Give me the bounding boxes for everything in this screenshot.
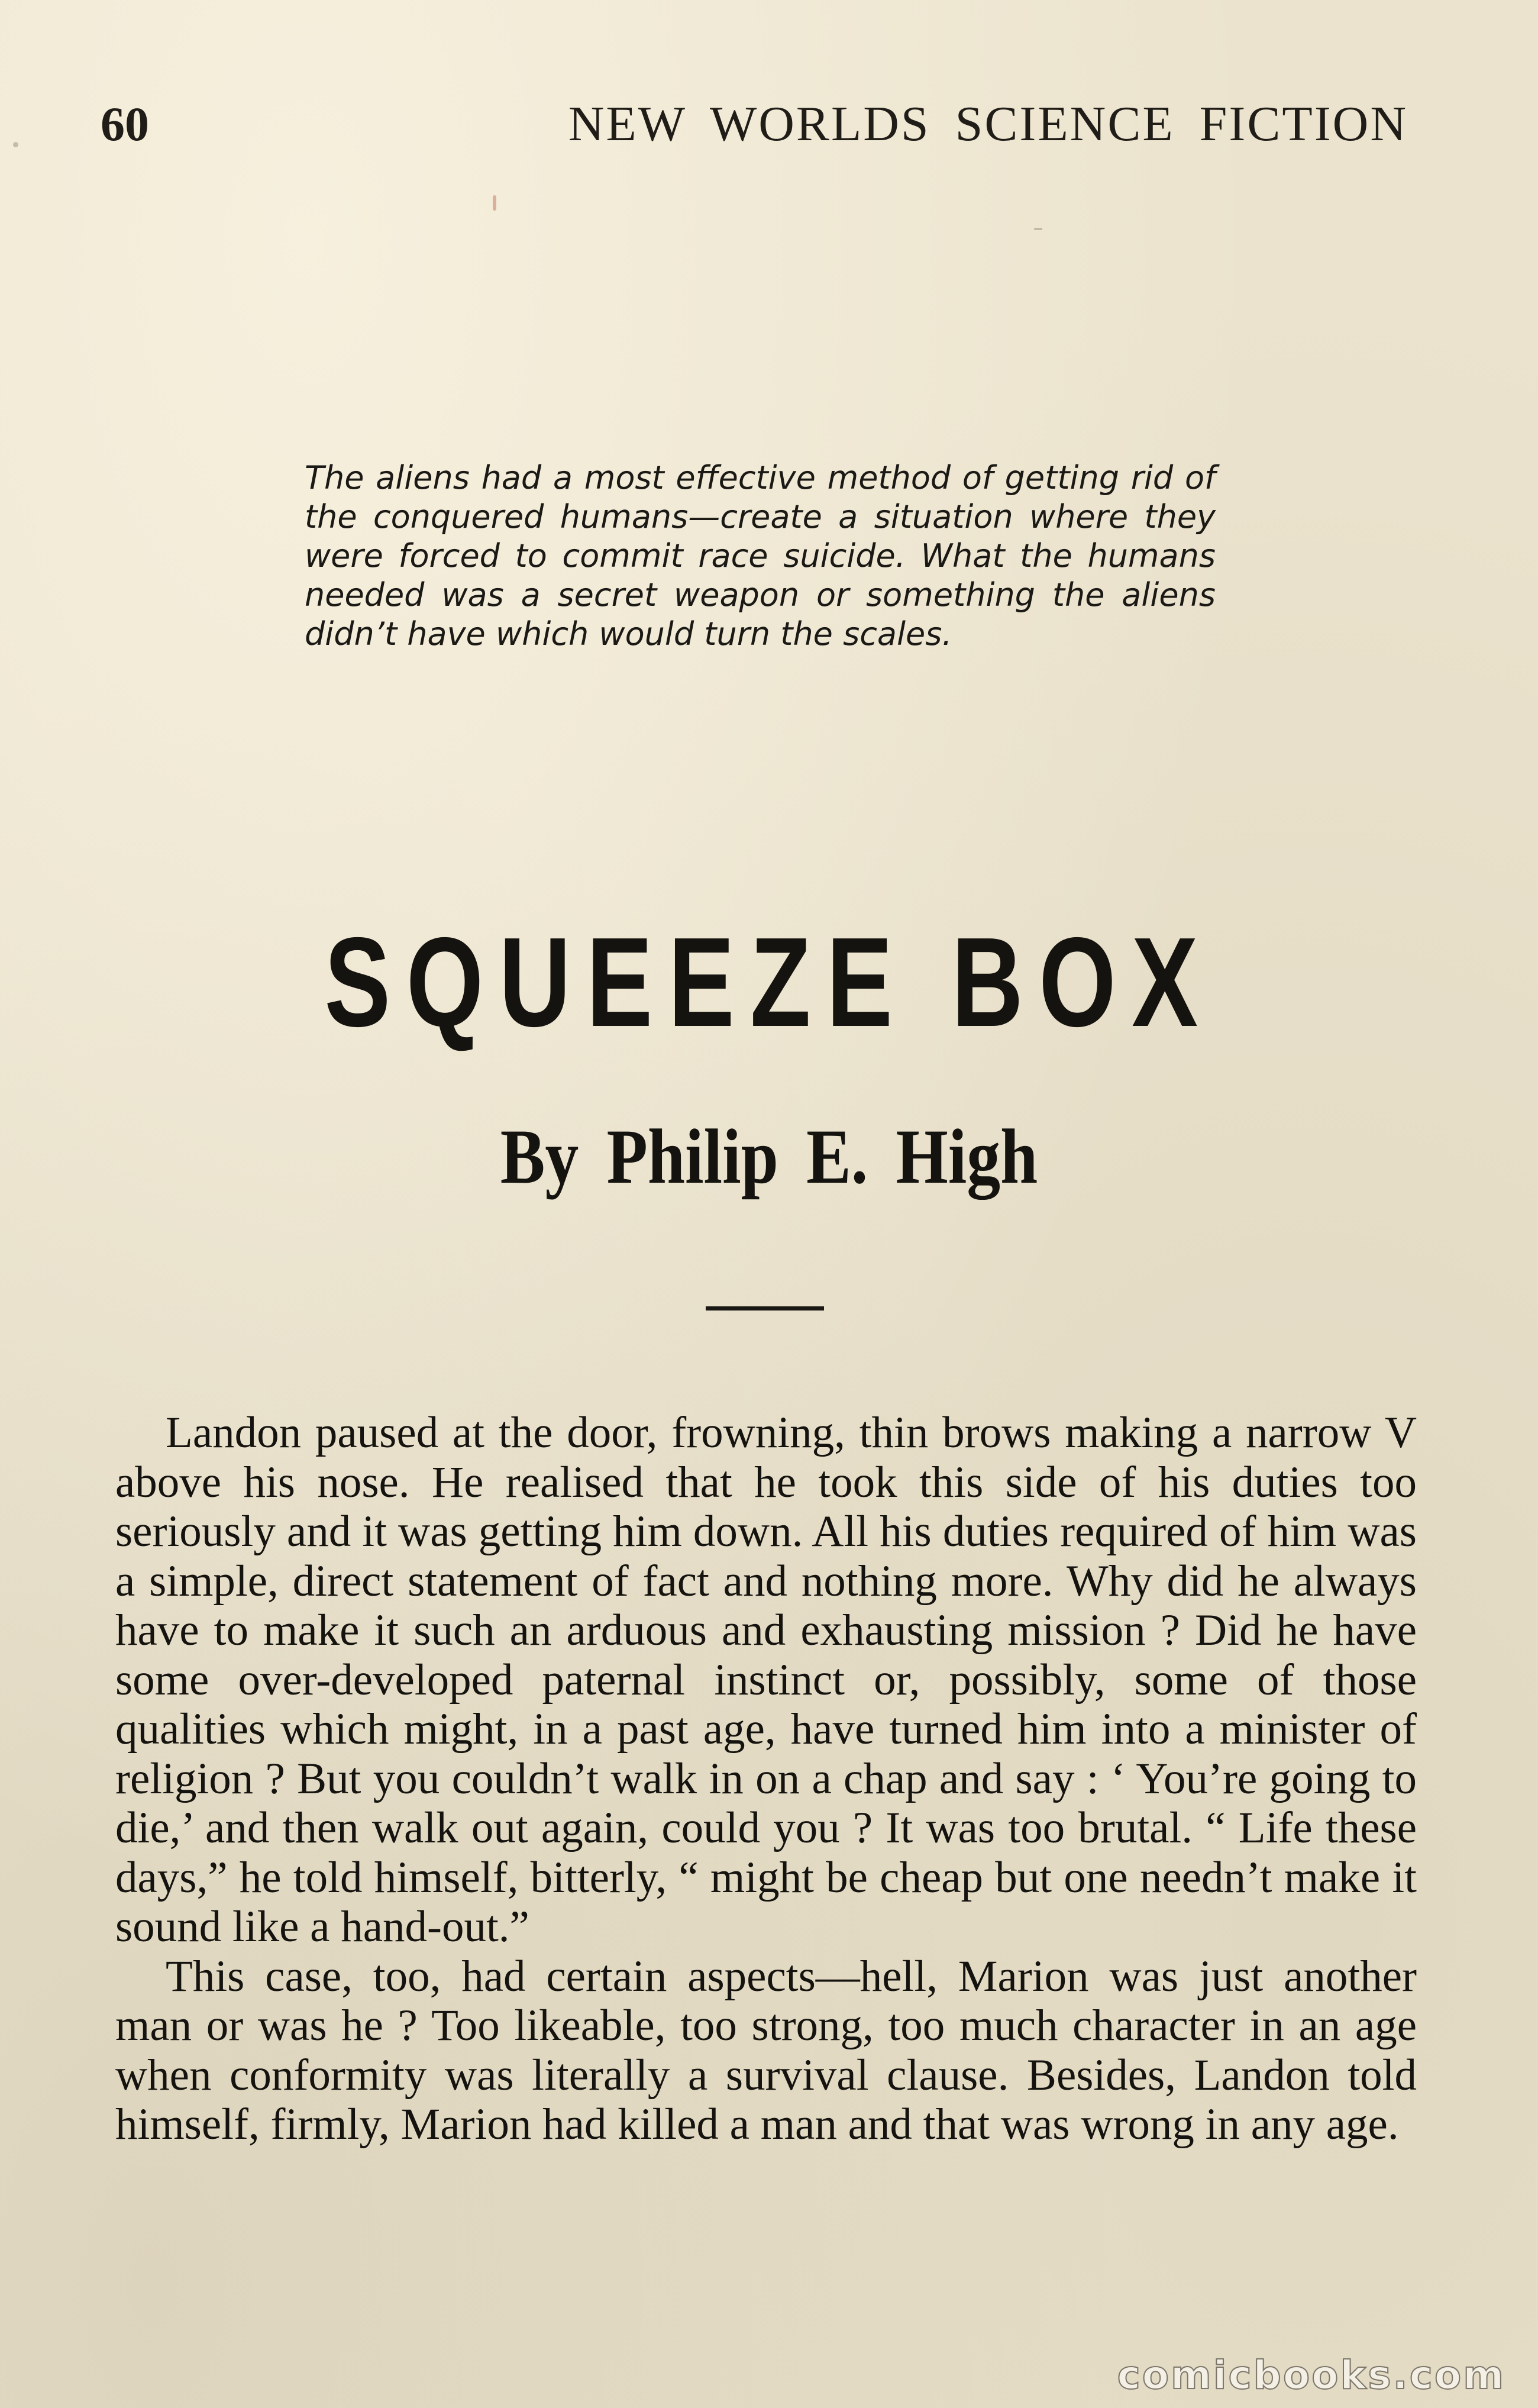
story-blurb: The aliens had a most effective method of getting rid of the conquered humans—create a situation where they were forced to commit race suicide. What the humans needed was a secret weapon or something the aliens didn’t have which would turn the scales. — [305, 459, 1216, 653]
body-paragraph: Landon paused at the door, frowning, thin brows making a narrow V above his nose. He realised that he took this side of his duties too seriously and it was getting him down. All his duties required of him was a simple, direct statement of fact and nothing more. Why did he always have to make it such an arduous and exhausting mission ? Did he have some over-developed paternal instinct or, possibly, some of those qualities which might, in a past age, have turned him into a minister of religion ? But you couldn’t walk in on a chap and say : ‘ You’re going to die,’ and then walk out again, could you ? It was too brutal. “ Life these days,” he told himself, bitterly, “ might be cheap but one needn’t make it sound like a hand-out.” — [115, 1408, 1417, 1951]
title-divider — [706, 1306, 824, 1310]
watermark-logo: comicbooks.com — [1117, 2352, 1505, 2398]
running-title: NEW WORLDS SCIENCE FICTION — [568, 96, 1408, 151]
story-title: SQUEEZE BOX — [324, 911, 1214, 1053]
paper-speck — [1034, 228, 1042, 230]
paper-speck — [13, 142, 18, 147]
paper-speck — [493, 195, 496, 211]
author-byline: By Philip E. High — [500, 1113, 1038, 1200]
story-body — [115, 1408, 1417, 2149]
page-number: 60 — [101, 97, 149, 151]
body-paragraph: This case, too, had certain aspects—hell, Marion was just another man or was he ? Too likeable, too strong, too much character in an age when conformity was literally a survival clause. Besides, Landon told himself, firmly, Marion had killed a man and that was wrong in any age. — [115, 1951, 1417, 2149]
running-header — [101, 89, 1408, 160]
